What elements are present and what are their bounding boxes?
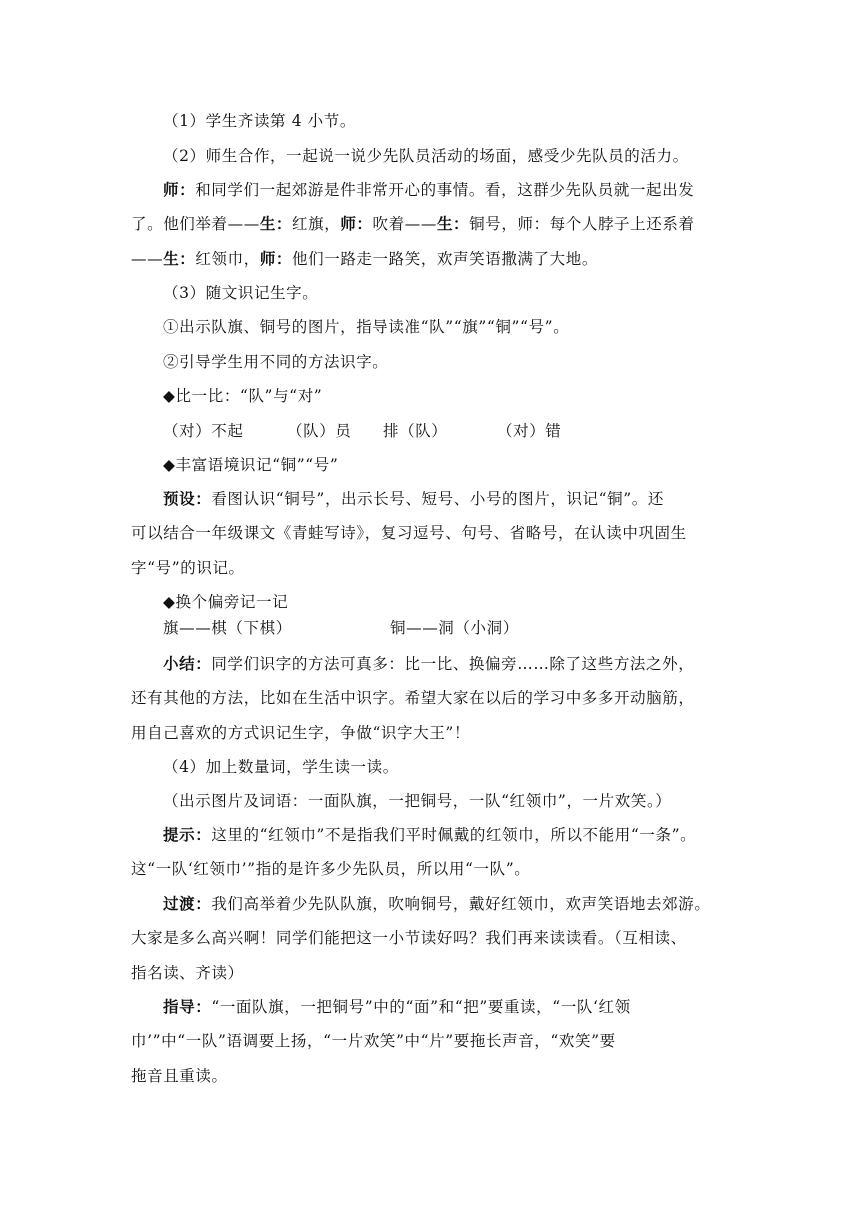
body-text: 看图认识“铜号”，出示长号、短号、小号的图片，识记“铜”。还 [211, 490, 665, 508]
text-line [131, 887, 731, 921]
word-item: 旗——棋（下棋） [163, 619, 292, 637]
body-text: 同学们识字的方法可真多：比一比、换偏旁……除了这些方法之外， [211, 655, 695, 673]
dialogue-text: 铜号，师：每个人脖子上还系着 [469, 215, 695, 234]
paragraph-guide-methods [131, 345, 731, 379]
text-line [131, 414, 731, 448]
text-line: ◆比一比：“队”与“对” [163, 387, 323, 405]
text-line: 可以结合一年级课文《青蛙写诗》，复习逗号、句号、省略号，在认读中巩固生 [131, 524, 687, 543]
text-line [131, 990, 731, 1024]
speaker-label: 师： [163, 181, 196, 199]
text-line: 大家是多么高兴啊！同学们能把这一小节读好吗？我们再来读读看。（互相读、 [131, 929, 687, 948]
word-item: （对）错 [497, 422, 562, 440]
text-line: （3）随文识记生字。 [163, 284, 319, 302]
text-line: ②引导学生用不同的方法识字。 [163, 353, 389, 371]
text-line [131, 482, 731, 516]
text-line: 拖音且重读。 [131, 1066, 228, 1085]
text-line [131, 611, 731, 645]
text-line: ◆丰富语境识记“铜”“号” [163, 456, 339, 474]
paragraph-cooperation [131, 139, 731, 173]
dialogue-text: 红旗， [292, 215, 341, 234]
text-line [131, 647, 731, 681]
word-item: 铜——洞（小洞） [390, 619, 519, 637]
text-line [131, 818, 731, 852]
paragraph-compare [131, 379, 731, 413]
speaker-label: 生： [259, 215, 293, 234]
paragraph-quantifiers [131, 750, 731, 784]
paragraph-dialogue [131, 173, 731, 276]
paragraph-transition [131, 887, 731, 990]
paragraph-character-learning [131, 276, 731, 310]
paragraph-show-words [131, 784, 731, 818]
section-label: 过渡： [163, 895, 212, 913]
word-item: （对）不起 [163, 422, 244, 440]
section-label: 指导： [163, 998, 212, 1016]
text-line: （1）学生齐读第 4 小节。 [163, 112, 356, 130]
text-line: 用自己喜欢的方式识记生字，争做“识字大王”！ [131, 723, 471, 742]
body-text: 这里的“红领巾”不是指我们平时佩戴的红领巾，所以不能用“一条”。 [211, 826, 697, 844]
speaker-label: 生： [163, 249, 196, 268]
text-line: 巾’”中“一队”语调要上扬，“一片欢笑”中“片”要拖长声音，“欢笑”要 [131, 1032, 616, 1051]
text-line: 还有其他的方法，比如在生活中识字。希望大家在以后的学习中多多开动脑筋， [131, 689, 695, 708]
text-line: 指名读、齐读） [131, 963, 244, 982]
section-label: 预设： [163, 490, 212, 508]
paragraph-guidance [131, 990, 731, 1093]
dialogue-text: 吹着—— [372, 215, 437, 234]
dialogue-text: 和同学们一起郊游是件非常开心的事情。看，这群少先队员就一起出发 [195, 181, 695, 199]
word-item: （队）员 [287, 422, 352, 440]
text-line [131, 242, 731, 276]
text-line: （出示图片及词语：一面队旗，一把铜号，一队“红领巾”，一片欢笑。） [163, 792, 672, 810]
paragraph-hint [131, 818, 731, 887]
paragraph-read-section [131, 104, 731, 138]
text-line: （2）师生合作，一起说一说少先队员活动的场面，感受少先队员的活力。 [163, 147, 689, 165]
text-line [131, 207, 731, 241]
body-text: 我们高举着少先队队旗，吹响铜号，戴好红领巾，欢声笑语地去郊游。 [211, 895, 711, 913]
word-compare-row [131, 414, 731, 448]
section-label: 提示： [163, 826, 212, 844]
paragraph-show-pictures [131, 310, 731, 344]
speaker-label: 师： [259, 249, 293, 268]
text-line: ①出示队旗、铜号的图片，指导读准“队”“旗”“铜”“号”。 [163, 318, 570, 336]
speaker-label: 生： [436, 215, 470, 234]
text-line [131, 173, 731, 207]
speaker-label: 师： [340, 215, 373, 234]
word-item: 排（队） [383, 422, 448, 440]
dialogue-text: 他们一路走一路笑，欢声笑语撒满了大地。 [292, 249, 598, 268]
text-line: 字“号”的识记。 [131, 558, 245, 577]
paragraph-summary [131, 647, 731, 750]
dialogue-text: —— [131, 249, 164, 268]
text-line: 这“一队‘红领巾’”指的是许多少先队员，所以用“一队”。 [131, 860, 531, 879]
dialogue-text: 红领巾， [195, 249, 260, 268]
section-label: 小结： [163, 655, 212, 673]
dialogue-text: 了。他们举着—— [131, 215, 260, 234]
body-text: “一面队旗，一把铜号”中的“面”和“把”要重读，“一队‘红领 [211, 998, 631, 1016]
text-line: （4）加上数量词，学生读一读。 [163, 758, 399, 776]
paragraph-context [131, 448, 731, 482]
paragraph-preset [131, 482, 731, 585]
radical-examples-row [131, 611, 731, 645]
text-line: ◆换个偏旁记一记 [163, 593, 289, 611]
